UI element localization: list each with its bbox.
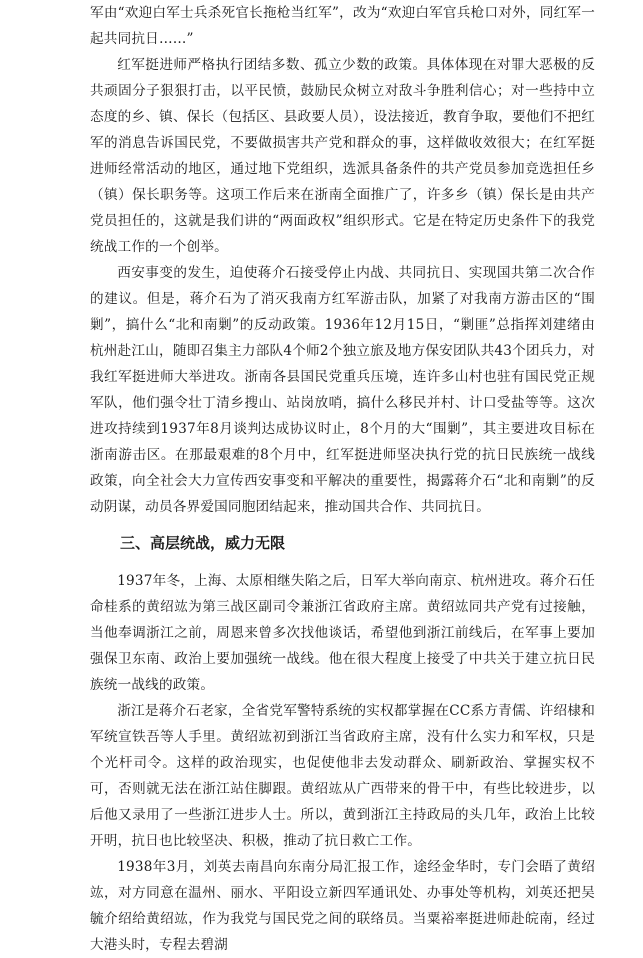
paragraph-1: 军由“欢迎白军士兵杀死官长拖枪当红军”，改为“欢迎白军官兵枪口对外，同红军一起共同抗日……” bbox=[90, 5, 595, 47]
document-page bbox=[90, 0, 595, 958]
paragraph-3: 西安事变的发生，迫使蒋介石接受停止内战、共同抗日、实现国共第二次合作的建议。但是，蒋介石为了消灭我南方红军游击队，加紧了对我南方游击区的“围剿”，搞什么“北和南剿”的反动政策。1936年12月15日，“剿匪”总指挥刘建绪由杭州赴江山，随即召集主力部队4个师2个独立旅及地方保安团队共43个团兵力，对我红军挺进师大举进攻。浙南各县国民党重兵压境，连许多山村也驻有国民党正规军队，他们强令壮丁清乡搜山、站岗放哨，搞什么移民并村、计口受盐等等。这次进攻持续到1937年8月谈判达成协议时止，8个月的大“围剿”，其主要进攻目标在浙南游击区。在那最艰难的8个月中，红军挺进师坚决执行党的抗日民族统一战线政策，向全社会大力宣传西安事变和平解决的重要性，揭露蒋介石“北和南剿”的反动阴谋，动员各界爱国同胞团结起来，推动国共合作、共同抗日。 bbox=[90, 265, 595, 515]
paragraph-6: 1938年3月，刘英去南昌向东南分局汇报工作，途经金华时，专门会晤了黄绍竑，对方同意在温州、丽水、平阳设立新四军通讯处、办事处等机构，刘英还把吴毓介绍给黄绍竑，作为我党与国民党之间的联络员。当粟裕率挺进师赴皖南，经过大港头时，专程去碧湖 bbox=[90, 859, 595, 953]
paragraphs-before bbox=[90, 0, 595, 520]
paragraph-5: 浙江是蒋介石老家，全省党军警特系统的实权都掌握在CC系方青儒、许绍棣和军统宣铁吾等人手里。黄绍竑初到浙江当省政府主席，没有什么实力和军权，只是个光杆司令。这样的政治现实，也促使他非去发动群众、刷新政治、掌握实权不可，否则就无法在浙江站住脚跟。黄绍竑从广西带来的骨干中，有些比较进步，以后他又录用了一些浙江进步人士。所以，黄到浙江主持政局的头几年，政治上比较开明，抗日也比较坚决、积极，推动了抗日救亡工作。 bbox=[90, 703, 595, 849]
paragraph-4: 1937年冬，上海、太原相继失陷之后，日军大举向南京、杭州进攻。蒋介石任命桂系的黄绍竑为第三战区副司令兼浙江省政府主席。黄绍竑同共产党有过接触，当他奉调浙江之前，周恩来曾多次找他谈话，希望他到浙江前线后，在军事上要加强保卫东南、政治上要加强统一战线。他在很大程度上接受了中共关于建立抗日民族统一战线的政策。 bbox=[90, 573, 595, 693]
paragraph-2: 红军挺进师严格执行团结多数、孤立少数的政策。具体体现在对罪大恶极的反共顽固分子狠狠打击，以平民愤，鼓励民众树立对敌斗争胜利信心；对一些持中立态度的乡、镇、保长（包括区、县政要人员），设法接近，教育争取，要他们不把红军的消息告诉国民党，不要做损害共产党和群众的事，这样做收效很大；在红军挺进师经常活动的地区，通过地下党组织，选派具备条件的共产党员参加竞选担任乡（镇）保长职务等。这项工作后来在浙南全面推广了，许多乡（镇）保长是由共产党员担任的，这就是我们讲的“两面政权”组织形式。它是在特定历史条件下的我党统战工作的一个创举。 bbox=[90, 57, 595, 255]
paragraphs-after bbox=[90, 568, 595, 958]
section-heading: 三、高层统战，威力无限 bbox=[120, 534, 286, 552]
